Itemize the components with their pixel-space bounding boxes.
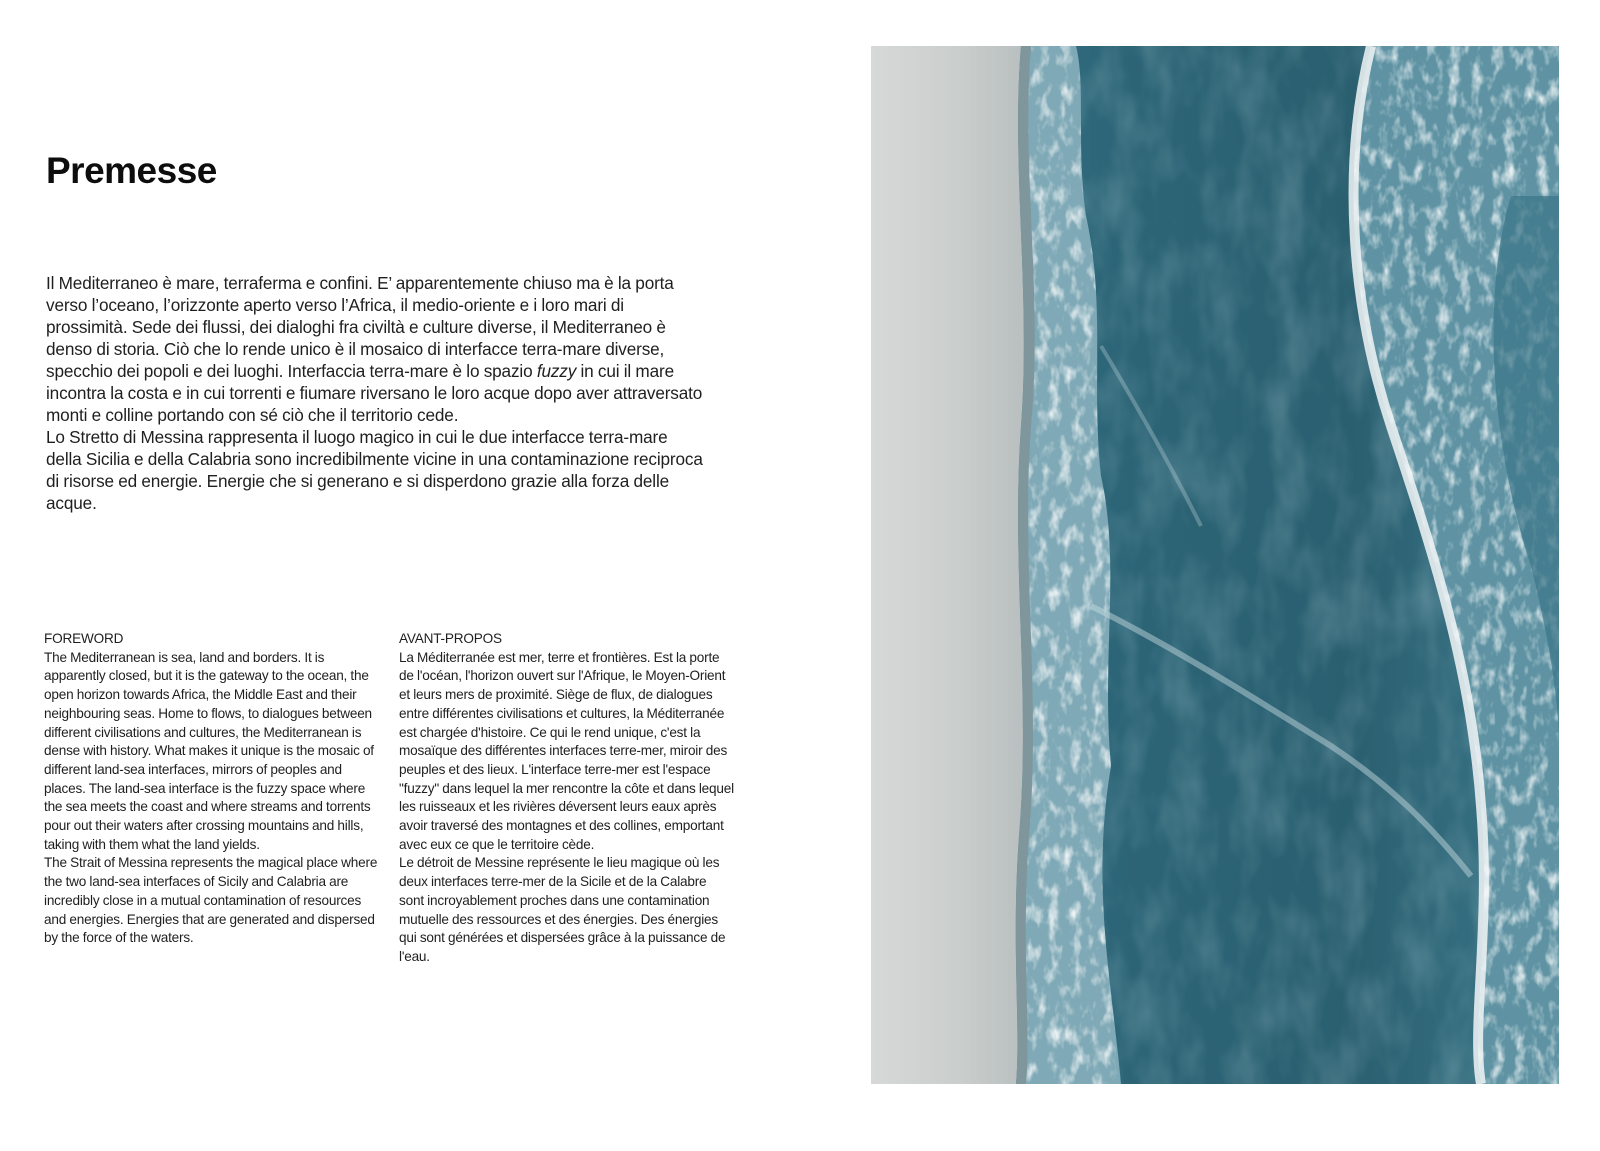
intro-paragraph-2: Lo Stretto di Messina rappresenta il luogo magico in cui le due interfacce terra-mare della Sicilia e della Calabria sono incredibilmente vicine in una contaminazione reciproca di risorse ed energie. Energie che si generano e si disperdono grazie alla forza delle acque. <box>46 427 703 513</box>
french-paragraph-2: Le détroit de Messine représente le lieu magique où les deux interfaces terre-mer de la Sicile et de la Calabre sont incroyablement proches dans une contamination mutuelle des ressources et des énergies. Des énergies qui sont générées et dispersées grâce à la puissance de l'eau. <box>399 855 726 964</box>
intro-text-part-2: in cui il mare incontra la costa e in cui torrenti e fiumare riversano le loro acque dopo aver attraversato monti e colline portando con sé ciò che il territorio cede. <box>46 361 703 425</box>
aerial-beach-illustration <box>871 46 1559 1084</box>
english-column <box>44 630 379 948</box>
french-column <box>399 630 734 967</box>
intro-text-italian <box>46 272 706 514</box>
english-heading: FOREWORD <box>44 631 124 646</box>
page-title: Premesse <box>46 150 217 191</box>
english-paragraph-2: The Strait of Messina represents the magical place where the two land-sea interfaces of Sicily and Calabria are incredibly close in a mutual contamination of resources and energies. Energies that are generated and dispersed by the force of the waters. <box>44 855 378 946</box>
intro-paragraph-1 <box>46 272 706 426</box>
intro-text-part-1: Il Mediterraneo è mare, terraferma e confini. E’ apparentemente chiuso ma è la porta verso l’oceano, l’orizzonte aperto verso l’Africa, il medio-oriente e i loro mari di prossimità. Sede dei flussi, dei dialoghi fra civiltà e culture diverse, il Mediterraneo è denso di storia. Ciò che lo rende unico è il mosaico di interfacce terra-mare diverse, specchio dei popoli e dei luoghi. Interfaccia terra-mare è lo spazio <box>46 273 674 381</box>
french-heading: AVANT-PROPOS <box>399 631 502 646</box>
aerial-beach-photo <box>871 46 1559 1084</box>
french-paragraph-1: La Méditerranée est mer, terre et frontières. Est la porte de l'océan, l'horizon ouvert sur l'Afrique, le Moyen-Orient et leurs mers de proximité. Siège de flux, de dialogues entre différentes civilisations et cultures, la Méditerranée est chargée d'histoire. Ce qui le rend unique, c'est la mosaïque des différentes interfaces terre-mer, miroir des peuples et des lieux. L'interface terre-mer est l'espace "fuzzy" dans lequel la mer rencontre la côte et dans lequel les ruisseaux et les rivières déversent leurs eaux après avoir traversé des montagnes et des collines, emportant avec eux ce que le territoire cède. <box>399 649 734 852</box>
intro-emphasis: fuzzy <box>536 361 577 381</box>
english-paragraph-1: The Mediterranean is sea, land and borders. It is apparently closed, but it is the gateway to the ocean, the open horizon towards Africa, the Middle East and their neighbouring seas. Home to flows, to dialogues between different civilisations and cultures, the Mediterranean is dense with history. What makes it unique is the mosaic of different land-sea interfaces, mirrors of peoples and places. The land-sea interface is the fuzzy space where the sea meets the coast and where streams and torrents pour out their waters after crossing mountains and hills, taking with them what the land yields. <box>44 649 374 852</box>
